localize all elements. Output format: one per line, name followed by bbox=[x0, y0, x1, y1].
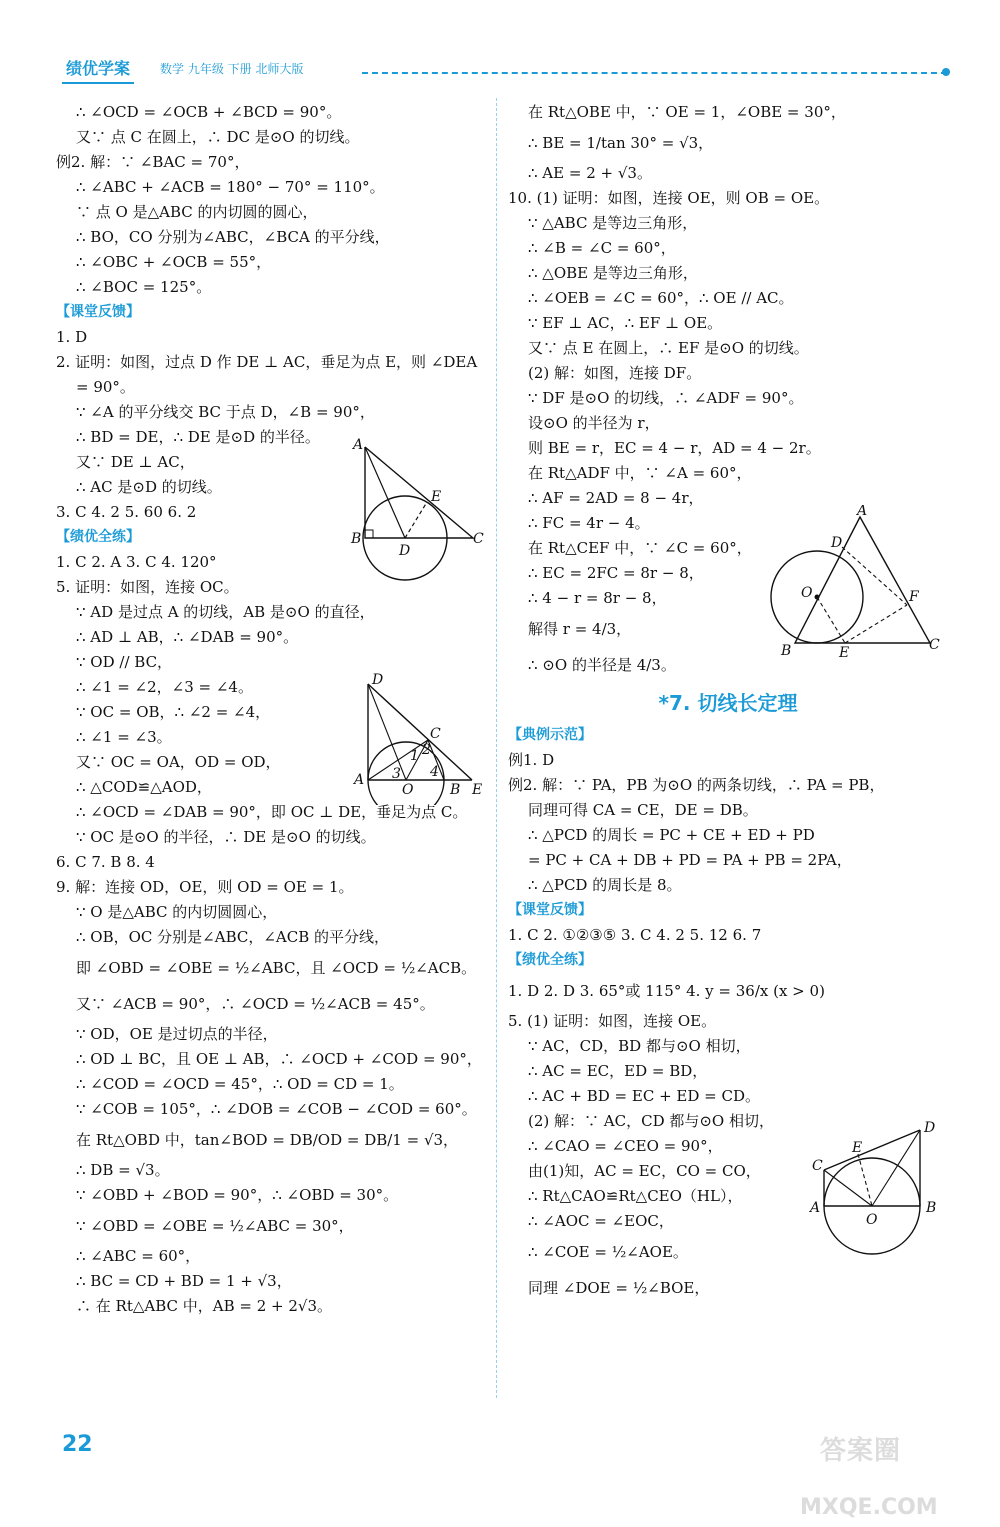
header-subject: 数学 九年级 下册 北师大版 bbox=[160, 62, 304, 76]
fig4-label: B bbox=[926, 1200, 937, 1216]
fig2-label: C bbox=[430, 726, 441, 742]
text-line: 2. 证明：如图，过点 D 作 DE ⊥ AC，垂足为点 E，则 ∠DEA bbox=[56, 353, 478, 371]
text-line: ∴ ∠CAO = ∠CEO = 90°， bbox=[528, 1137, 723, 1155]
figure-1 bbox=[345, 435, 490, 585]
text-line: ∴ △PCD 的周长是 8。 bbox=[528, 876, 682, 894]
text-line: ∴ BD = DE，∴ DE 是⊙D 的半径。 bbox=[76, 428, 320, 446]
fig4-label: D bbox=[924, 1120, 936, 1136]
text-line: ∴ ∠1 = ∠2，∠3 = ∠4。 bbox=[76, 678, 253, 696]
text-line: 例2. 解：∵ ∠BAC = 70°， bbox=[56, 153, 250, 171]
section-heading: 【绩优全练】 bbox=[56, 529, 140, 545]
text-line: ∴ ∠AOC = ∠EOC， bbox=[528, 1212, 674, 1230]
text-line: 9. 解：连接 OD，OE，则 OD = OE = 1。 bbox=[56, 878, 354, 896]
text-line: ∴ ∠B = ∠C = 60°， bbox=[528, 239, 676, 257]
text-line: ∵ △ABC 是等边三角形， bbox=[528, 214, 698, 232]
fig2-label: D bbox=[372, 672, 384, 688]
header-divider bbox=[362, 72, 947, 74]
text-line: 同理可得 CA = CE，DE = DB。 bbox=[528, 801, 758, 819]
text-line: ∴ EC = 2FC = 8r − 8， bbox=[528, 564, 704, 582]
text-line: 又∵ DE ⊥ AC， bbox=[76, 453, 195, 471]
text-line: ∵ AD 是过点 A 的切线，AB 是⊙O 的直径， bbox=[76, 603, 375, 621]
fig3-label: A bbox=[857, 505, 868, 519]
text-line: ∴ ∠OCD = ∠DAB = 90°，即 OC ⊥ DE，垂足为点 C。 bbox=[76, 803, 468, 821]
text-line: 例1. D bbox=[508, 751, 555, 769]
text-line: ∴ ∠OBC + ∠OCB = 55°， bbox=[76, 253, 272, 271]
text-line: = PC + CA + DB + PD = PA + PB = 2PA， bbox=[528, 851, 852, 869]
fig1-label: A bbox=[353, 437, 364, 453]
fig1-label: C bbox=[473, 531, 484, 547]
page-header bbox=[62, 56, 952, 82]
fig2-label: 4 bbox=[430, 764, 439, 780]
text-line: ∴ ∠COD = ∠OCD = 45°，∴ OD = CD = 1。 bbox=[76, 1075, 404, 1093]
fig4-label: C bbox=[812, 1158, 823, 1174]
fig3-label: B bbox=[781, 643, 792, 659]
text-line: 5. (1) 证明：如图，连接 OE。 bbox=[508, 1012, 717, 1030]
fig2-label: 2 bbox=[422, 742, 431, 758]
page-number: 22 bbox=[62, 1432, 93, 1457]
fig3-label: E bbox=[839, 645, 850, 661]
text-line: ∴ OB，OC 分别是∠ABC，∠ACB 的平分线， bbox=[76, 928, 390, 946]
text-line: 又∵ 点 E 在圆上，∴ EF 是⊙O 的切线。 bbox=[528, 339, 809, 357]
text-line: 10. (1) 证明：如图，连接 OE，则 OB = OE。 bbox=[508, 189, 830, 207]
fig2-label: B bbox=[450, 782, 461, 798]
text-line: ∴ ∠COE = ½∠AOE。 bbox=[528, 1243, 688, 1261]
figure-4 bbox=[808, 1118, 948, 1263]
text-line: ∴ 4 − r = 8r − 8， bbox=[528, 589, 667, 607]
text-line: ∴ AC + BD = EC + ED = CD。 bbox=[528, 1087, 760, 1105]
text-line: 又∵ OC = OA，OD = OD， bbox=[76, 753, 281, 771]
text-line: ∴ AC 是⊙D 的切线。 bbox=[76, 478, 222, 496]
fig2-label: O bbox=[402, 782, 414, 798]
text-line: ∴ BC = CD + BD = 1 + √3， bbox=[76, 1272, 292, 1290]
text-line: ∵ OD // BC， bbox=[76, 653, 173, 671]
watermark-url: MXQE.COM bbox=[800, 1495, 938, 1520]
text-line: ∵ O 是△ABC 的内切圆圆心， bbox=[76, 903, 278, 921]
text-line: = 90°。 bbox=[76, 378, 135, 396]
text-line: ∴ AF = 2AD = 8 − 4r， bbox=[528, 489, 704, 507]
fig3-label: F bbox=[909, 589, 919, 605]
text-line: ∵ AC，CD，BD 都与⊙O 相切， bbox=[528, 1037, 751, 1055]
text-line: (2) 解：∵ AC，CD 都与⊙O 相切， bbox=[528, 1112, 774, 1130]
text-line: 例2. 解：∵ PA，PB 为⊙O 的两条切线，∴ PA = PB， bbox=[508, 776, 885, 794]
text-line: 1. D bbox=[56, 328, 88, 346]
text-line: ∴ ⊙O 的半径是 4/3。 bbox=[528, 656, 676, 674]
text-line: ∴ ∠OCD = ∠OCB + ∠BCD = 90°。 bbox=[76, 103, 342, 121]
text-line: ∴ 在 Rt△ABC 中，AB = 2 + 2√3。 bbox=[76, 1297, 333, 1315]
section-heading: 【绩优全练】 bbox=[508, 952, 592, 968]
text-line: ∴ DB = √3。 bbox=[76, 1161, 170, 1179]
watermark-logo: 答案圈 bbox=[820, 1436, 902, 1466]
text-line: ∴ △PCD 的周长 = PC + CE + ED + PD bbox=[528, 826, 815, 844]
column-divider bbox=[496, 98, 497, 1398]
text-line: 1. D 2. D 3. 65°或 115° 4. y = 36/x (x > 0) bbox=[508, 982, 825, 1000]
text-line: 即 ∠OBD = ∠OBE = ½∠ABC，且 ∠OCD = ½∠ACB。 bbox=[76, 959, 477, 977]
section-title: *7. 切线长定理 bbox=[658, 691, 798, 715]
fig2-label: A bbox=[354, 772, 365, 788]
figure-2 bbox=[350, 670, 490, 805]
text-line: ∵ ∠OBD + ∠BOD = 90°，∴ ∠OBD = 30°。 bbox=[76, 1186, 399, 1204]
header-dot-icon bbox=[942, 68, 950, 76]
text-line: ∵ ∠OBD = ∠OBE = ½∠ABC = 30°， bbox=[76, 1217, 354, 1235]
text-line: ∴ △OBE 是等边三角形， bbox=[528, 264, 698, 282]
text-line: ∵ OC = OB，∴ ∠2 = ∠4， bbox=[76, 703, 271, 721]
text-line: 在 Rt△ADF 中，∵ ∠A = 60°， bbox=[528, 464, 752, 482]
text-line: 设⊙O 的半径为 r， bbox=[528, 414, 660, 432]
text-line: ∵ EF ⊥ AC，∴ EF ⊥ OE。 bbox=[528, 314, 723, 332]
text-line: ∵ DF 是⊙O 的切线，∴ ∠ADF = 90°。 bbox=[528, 389, 804, 407]
text-line: ∴ Rt△CAO≌Rt△CEO（HL）， bbox=[528, 1187, 743, 1205]
text-line: 在 Rt△OBD 中，tan∠BOD = DB/OD = DB/1 = √3， bbox=[76, 1131, 459, 1149]
section-heading: 【典例示范】 bbox=[508, 727, 592, 743]
text-line: ∵ OD，OE 是过切点的半径， bbox=[76, 1025, 278, 1043]
fig1-label: D bbox=[399, 543, 411, 559]
text-line: 由(1)知，AC = EC，CO = CO， bbox=[528, 1162, 761, 1180]
text-line: ∴ OD ⊥ BC，且 OE ⊥ AB，∴ ∠OCD + ∠COD = 90°， bbox=[76, 1050, 482, 1068]
text-line: 解得 r = 4/3， bbox=[528, 620, 632, 638]
figure-3 bbox=[765, 505, 945, 665]
text-line: 6. C 7. B 8. 4 bbox=[56, 853, 155, 871]
text-line: ∴ ∠OEB = ∠C = 60°，∴ OE // AC。 bbox=[528, 289, 794, 307]
text-line: 又∵ ∠ACB = 90°，∴ ∠OCD = ½∠ACB = 45°。 bbox=[76, 995, 435, 1013]
text-line: ∴ ∠1 = ∠3。 bbox=[76, 728, 172, 746]
fig3-label: D bbox=[831, 535, 843, 551]
fig2-label: E bbox=[472, 782, 483, 798]
text-line: ∴ FC = 4r − 4。 bbox=[528, 514, 650, 532]
text-line: ∴ BE = 1/tan 30° = √3， bbox=[528, 134, 714, 152]
text-line: 1. C 2. ①②③⑤ 3. C 4. 2 5. 12 6. 7 bbox=[508, 926, 762, 944]
text-line: 1. C 2. A 3. C 4. 120° bbox=[56, 553, 217, 571]
text-line: (2) 解：如图，连接 DF。 bbox=[528, 364, 702, 382]
fig4-label: E bbox=[852, 1140, 863, 1156]
fig2-label: 3 bbox=[392, 766, 401, 782]
text-line: ∴ AC = EC，ED = BD， bbox=[528, 1062, 708, 1080]
text-line: ∴ ∠BOC = 125°。 bbox=[76, 278, 212, 296]
text-line: ∴ BO，CO 分别为∠ABC，∠BCA 的平分线， bbox=[76, 228, 390, 246]
text-line: ∵ OC 是⊙O 的半径，∴ DE 是⊙O 的切线。 bbox=[76, 828, 376, 846]
text-line: ∴ AD ⊥ AB，∴ ∠DAB = 90°。 bbox=[76, 628, 299, 646]
fig3-label: C bbox=[929, 637, 940, 653]
brand-logo: 绩优学案 bbox=[62, 56, 134, 84]
text-line: 又∵ 点 C 在圆上，∴ DC 是⊙O 的切线。 bbox=[76, 128, 360, 146]
text-line: 5. 证明：如图，连接 OC。 bbox=[56, 578, 239, 596]
section-heading: 【课堂反馈】 bbox=[508, 902, 592, 918]
text-line: ∵ ∠COB = 105°，∴ ∠DOB = ∠COB − ∠COD = 60°。 bbox=[76, 1100, 477, 1118]
text-line: 同理 ∠DOE = ½∠BOE， bbox=[528, 1279, 710, 1297]
fig1-label: E bbox=[431, 489, 442, 505]
text-line: ∴ ∠ABC + ∠ACB = 180° − 70° = 110°。 bbox=[76, 178, 385, 196]
text-line: 则 BE = r，EC = 4 − r，AD = 4 − 2r。 bbox=[528, 439, 821, 457]
text-line: ∴ AE = 2 + √3。 bbox=[528, 164, 652, 182]
section-heading: 【课堂反馈】 bbox=[56, 304, 140, 320]
text-line: 在 Rt△CEF 中，∵ ∠C = 60°， bbox=[528, 539, 752, 557]
text-line: ∵ 点 O 是△ABC 的内切圆的圆心， bbox=[76, 203, 318, 221]
fig4-label: O bbox=[866, 1212, 878, 1228]
text-line: 3. C 4. 2 5. 60 6. 2 bbox=[56, 503, 197, 521]
fig4-label: A bbox=[810, 1200, 821, 1216]
fig3-label: O bbox=[801, 585, 813, 601]
text-line: ∴ ∠ABC = 60°， bbox=[76, 1247, 201, 1265]
fig1-label: B bbox=[351, 531, 362, 547]
text-line: ∵ ∠A 的平分线交 BC 于点 D，∠B = 90°， bbox=[76, 403, 375, 421]
text-line: 在 Rt△OBE 中，∵ OE = 1，∠OBE = 30°， bbox=[528, 103, 846, 121]
fig2-label: 1 bbox=[410, 748, 419, 764]
text-line: ∴ △COD≌△AOD， bbox=[76, 778, 212, 796]
